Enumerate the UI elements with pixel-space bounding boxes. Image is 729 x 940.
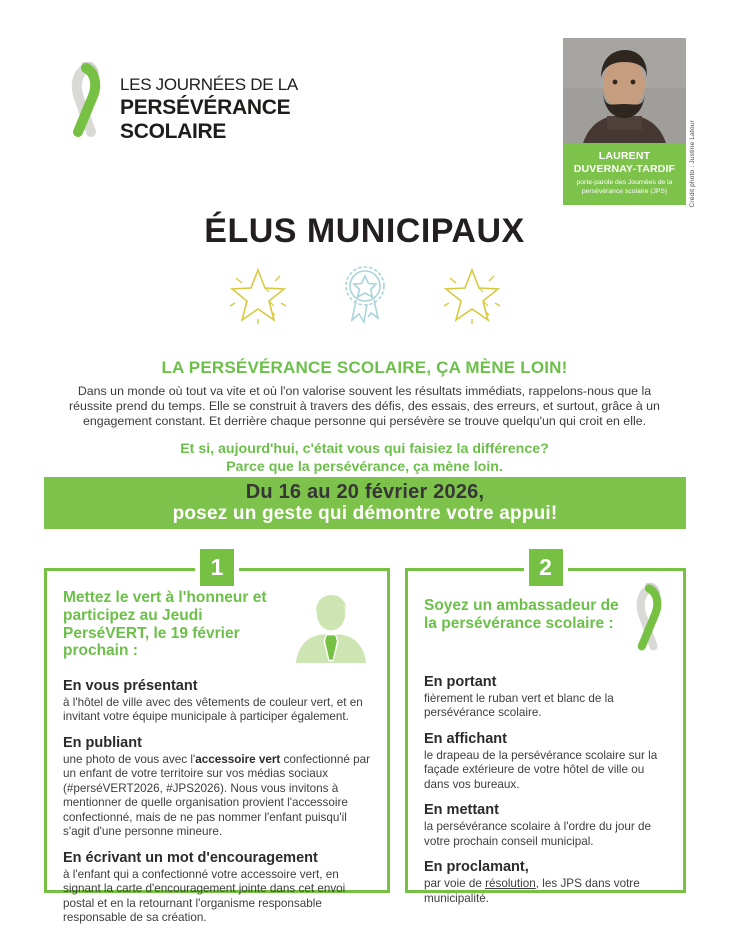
spokesperson-name-line1: LAURENT — [598, 150, 651, 162]
intro-heading: LA PERSÉVÉRANCE SCOLAIRE, ÇA MÈNE LOIN! — [161, 358, 568, 377]
ribbon-icon — [64, 62, 108, 146]
intro-body: Dans un monde où tout va vite et où l'on valorise souvent les résultats immédiats, rappelons-nous que la réussite prend du temps. Elle se construit à travers des défis, des essais, des erreurs, et surtout, grâce à un engagement constant. Et derrière chaque personne qui persévère se trouve quelqu'un qui croit en elle. — [69, 384, 660, 428]
box1-header — [63, 589, 373, 668]
section-title: En affichant — [424, 730, 507, 747]
box1-section-writing — [63, 851, 373, 926]
body-bold-text: accessoire vert — [195, 752, 281, 766]
spokesperson-role-line2: persévérance scolaire (JPS) — [581, 188, 668, 196]
spokesperson-name-line2: DUVERNAY-TARDIF — [573, 163, 676, 176]
box1-number-badge: 1 — [200, 549, 234, 586]
intro-callout — [64, 440, 665, 477]
box1-heading: Mettez le vert à l'honneur et participez au Jeudi PerséVERT, le 19 février prochain : — [63, 589, 267, 660]
box2-section-agenda — [424, 803, 669, 849]
box2-content — [408, 571, 683, 906]
section-title: En écrivant un mot d'encouragement — [63, 849, 318, 866]
intro-callout-line2: Parce que la persévérance, ça mène loin. — [226, 459, 503, 476]
portrait-photo — [563, 38, 686, 143]
resolution-link[interactable]: résolution — [485, 877, 536, 891]
section-body: fièrement le ruban vert et blanc de la persévérance scolaire. — [424, 691, 614, 720]
section-body — [63, 753, 373, 840]
spokesperson-role-line1: porte-parole des Journées de la — [576, 179, 673, 187]
star-icon — [436, 262, 508, 333]
banner-call-to-action: posez un geste qui démontre votre appui! — [172, 503, 558, 524]
section-body — [424, 877, 672, 906]
photo-credit: Crédit photo : Justine Latour — [689, 120, 696, 208]
box1-section-publishing — [63, 736, 373, 840]
section-title: En portant — [424, 674, 497, 690]
body-text: une photo de vous avec l' — [63, 752, 196, 766]
action-box-1 — [44, 554, 390, 925]
logo-line3: SCOLAIRE — [120, 120, 227, 143]
body-text: par voie de — [424, 877, 486, 891]
spokesperson-photo-card — [563, 38, 696, 208]
ribbon-icon — [629, 583, 669, 664]
box2-number-badge: 2 — [529, 549, 563, 586]
spokesperson-role — [567, 179, 682, 197]
box2-section-wearing — [424, 675, 669, 721]
section-title: En publiant — [63, 734, 142, 751]
section-title: En vous présentant — [63, 678, 198, 694]
section-body: la persévérance scolaire à l'ordre du jour de votre prochain conseil municipal. — [424, 820, 652, 848]
decorative-icons-row — [0, 262, 729, 333]
body-text: , les JPS dans votre municipalité. — [424, 877, 640, 905]
logo-text — [120, 62, 298, 142]
logo-line2: PERSÉVÉRANCE — [120, 96, 291, 119]
box2-header — [424, 589, 669, 664]
box1-content — [47, 571, 387, 926]
banner-date: Du 16 au 20 février 2026, — [245, 481, 485, 503]
section-title: En mettant — [424, 802, 499, 819]
section-body: à l'enfant qui a confectionné votre accessoire vert, en signant la carte d'encouragement jointe dans cet envoi postal et en la retournant l'organisme responsable responsable de sa création. — [63, 867, 346, 925]
date-banner — [44, 477, 686, 529]
medal-icon — [336, 262, 394, 333]
box2-section-proclaiming — [424, 860, 669, 906]
intro-section — [64, 358, 665, 477]
section-body: le drapeau de la persévérance scolaire sur la façade extérieure de votre hôtel de ville ou dans vos bureaux. — [424, 748, 658, 791]
body-text: confectionné par un enfant de votre territoire sur vos médias sociaux (#perséVERT2026, #JPS2026). Nous vous invitons à mentionner de quelle organisation provient l'accessoire confectionné, mais de ne pas nommer l'enfant puisqu'il s'agit d'une personne mineure. — [63, 752, 370, 839]
box1-section-presenting — [63, 679, 373, 725]
logo-line1: LES JOURNÉES DE LA — [120, 75, 298, 94]
star-icon — [222, 262, 294, 333]
jps-logo — [64, 62, 298, 146]
box2-section-displaying — [424, 732, 669, 792]
page-title: ÉLUS MUNICIPAUX — [204, 212, 525, 250]
spokesperson-name — [567, 150, 682, 176]
section-body: à l'hôtel de ville avec des vêtements de couleur vert, et en invitant votre équipe municipale à participer également. — [63, 695, 363, 724]
section-title: En proclamant, — [424, 859, 529, 876]
intro-callout-line1: Et si, aujourd'hui, c'était vous qui faisiez la différence? — [180, 440, 549, 457]
person-icon — [289, 591, 373, 668]
photo-caption — [563, 143, 686, 205]
action-box-2 — [405, 554, 686, 905]
box2-heading: Soyez un ambassadeur de la persévérance scolaire : — [424, 597, 619, 632]
